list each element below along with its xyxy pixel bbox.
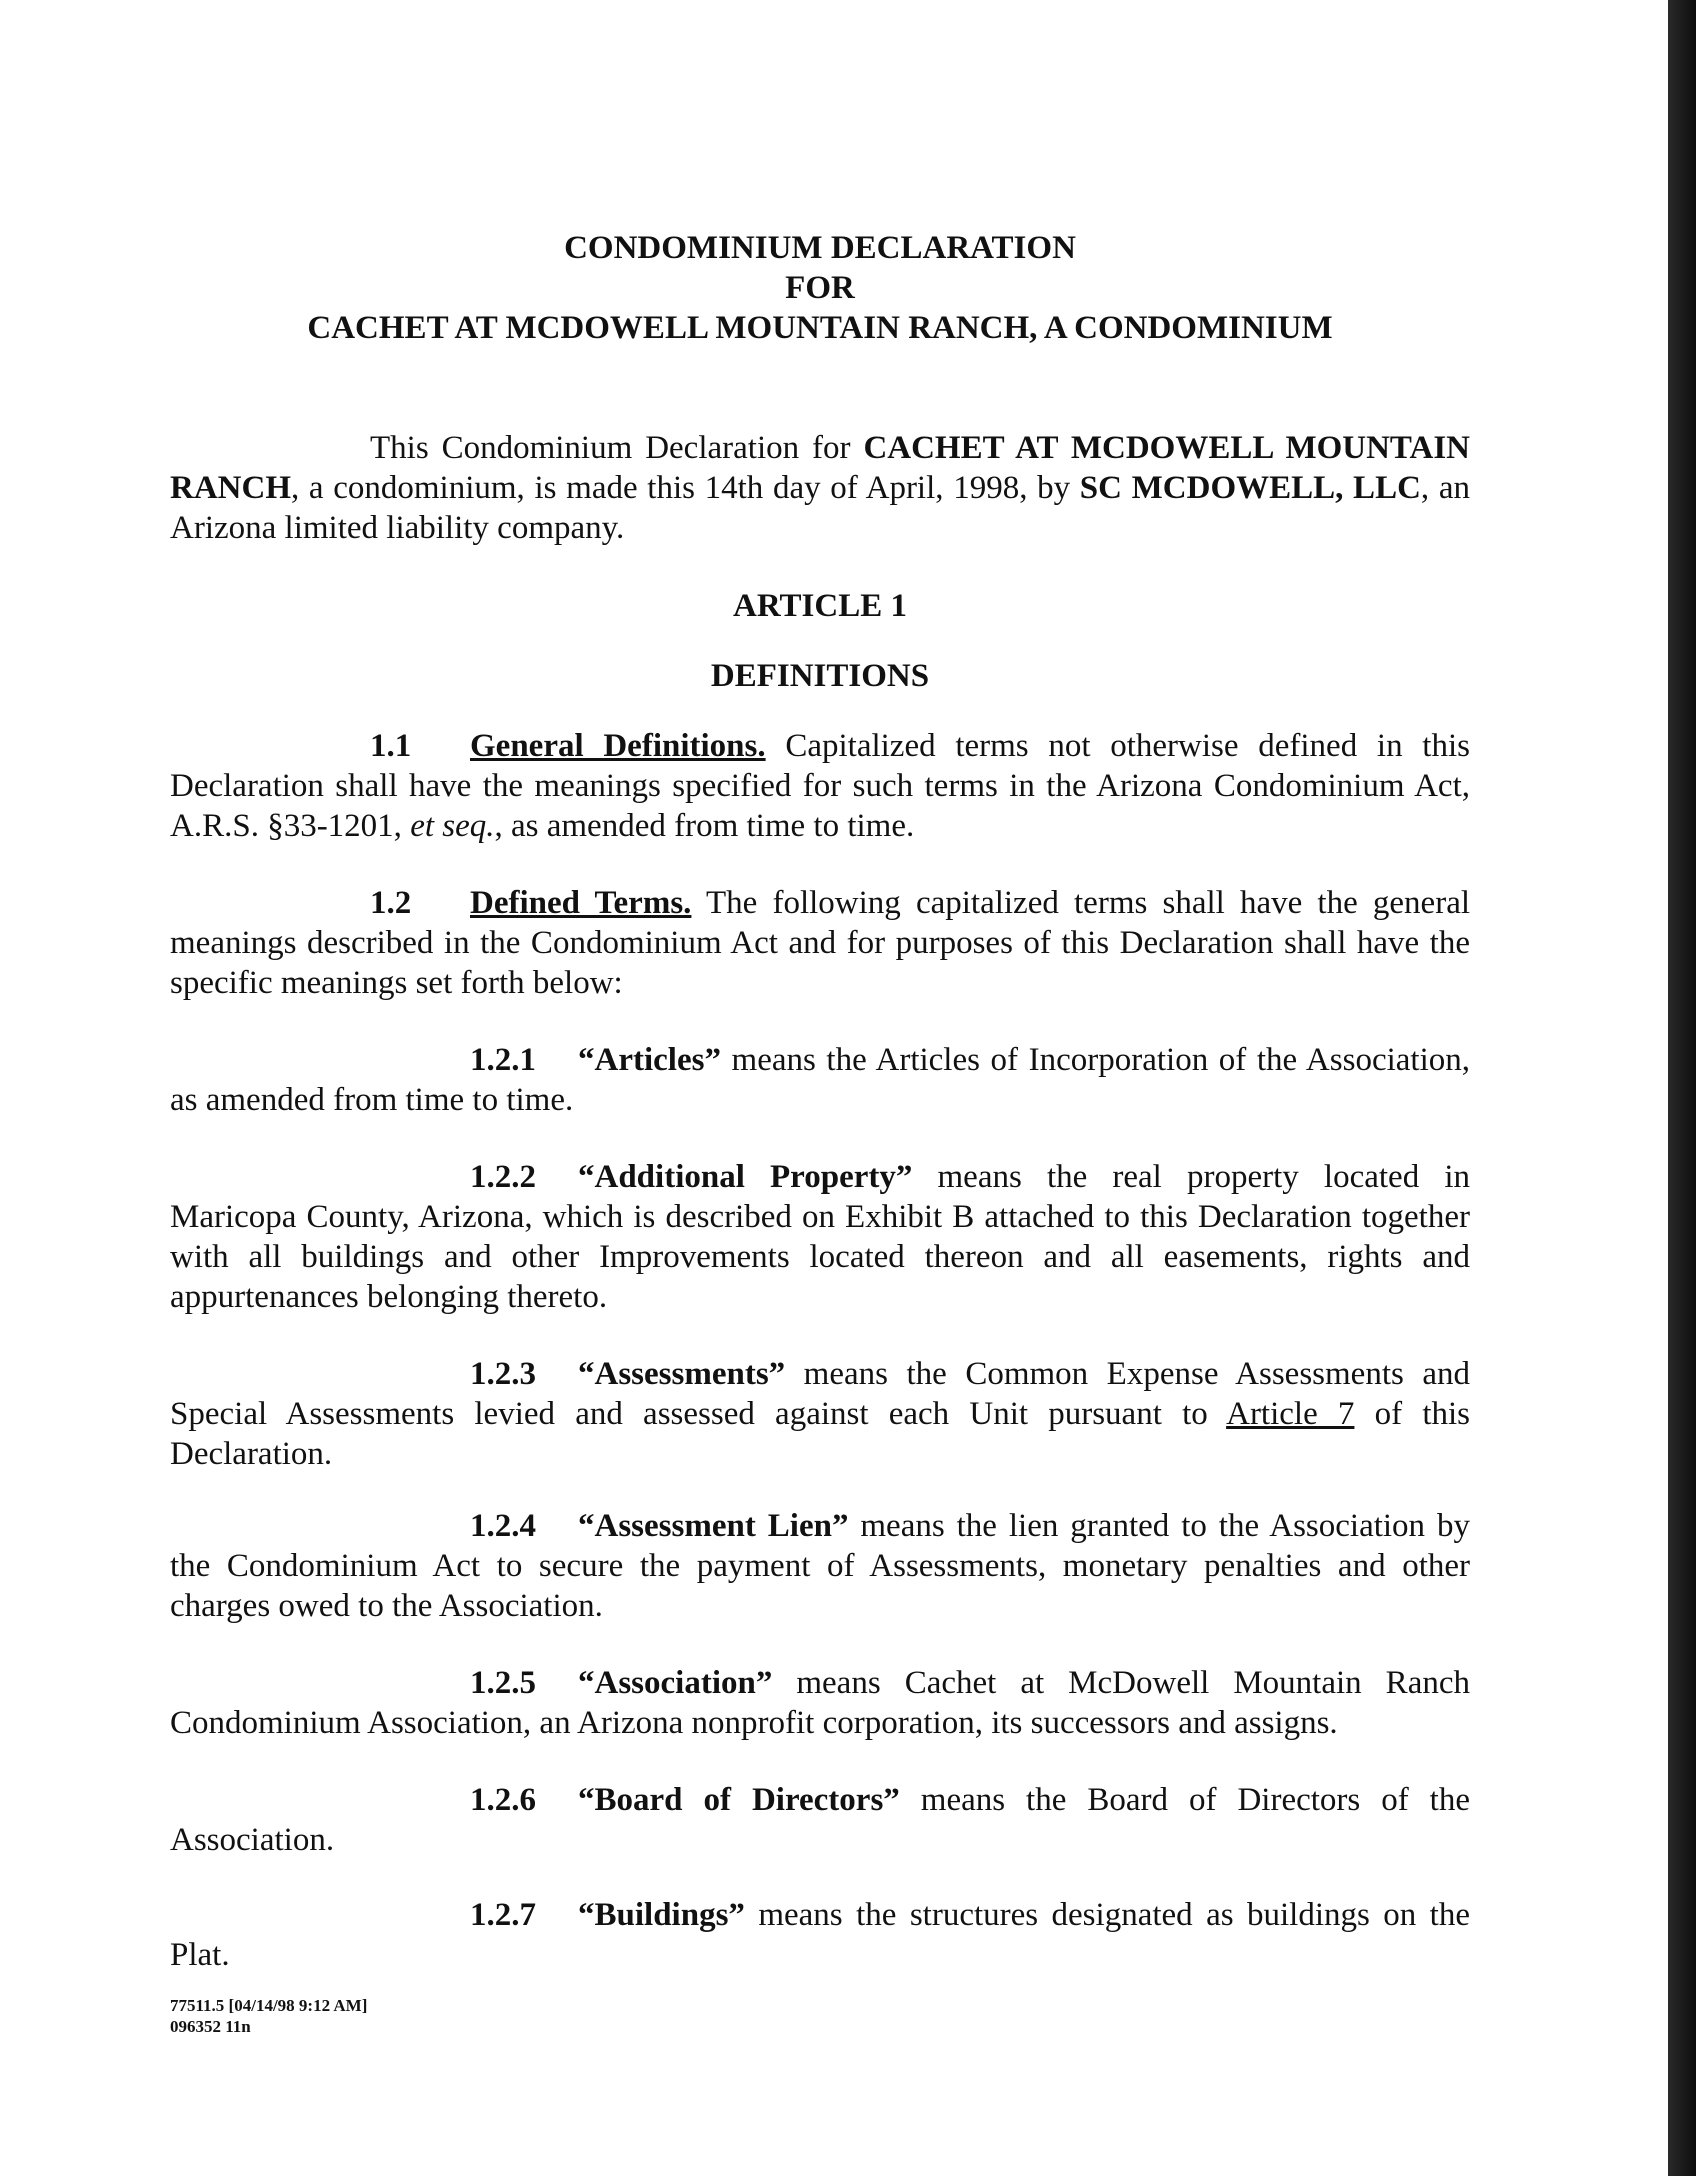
section-text: The following capitalized terms shall have the general meanings described in the Condominium Act and for purposes of this Declaration shall have the specific meanings set forth below: [170,885,1471,1001]
definition-1-2-6 [170,1780,1470,1820]
article-number: ARTICLE 1 [733,588,907,624]
section-1-1 [170,726,1470,846]
definition-1-2-4 [170,1506,1470,1626]
intro-text-1: This Condominium Declaration for [370,430,864,466]
definition-text: means the Common Expense Assessments and Special Assessments levied and assessed against each Unit pursuant to [170,1356,1470,1432]
title-line-3: CACHET AT MCDOWELL MOUNTAIN RANCH, A CONDOMINIUM [307,310,1333,346]
definition-1-2-3 [170,1354,1470,1474]
definition-term: “Association” [578,1665,773,1701]
section-heading: General Definitions. [470,728,766,764]
footer-doc-id: 77511.5 [04/14/98 9:12 AM] [170,1996,368,2015]
definition-text: means Cachet at McDowell Mountain Ranch Condominium Association, an Arizona nonprofit corporation, its successors and assigns. [170,1665,1470,1741]
footer-file-code: 096352 11n [170,2017,251,2036]
intro-text-3: , an Arizona limited liability company. [170,470,1470,546]
definition-1-2-5 [170,1663,1470,1743]
intro-project-name: CACHET AT MCDOWELL MOUNTAIN RANCH [170,430,1470,506]
definition-term: “Assessment Lien” [578,1508,849,1544]
definition-text: means the lien granted to the Association by the Condominium Act to secure the payment of Assessments, monetary penalties and other charges owed to the Association. [170,1508,1470,1624]
scan-edge-shadow [1668,0,1696,2176]
section-number: 1.2 [370,885,412,921]
section-italic-text: et seq. [410,808,495,844]
definition-term: “Articles” [578,1042,721,1078]
definition-number: 1.2.1 [470,1042,536,1078]
definition-text: means the structures designated as buildings on the [744,1897,1470,1933]
article-name: DEFINITIONS [710,658,930,694]
section-text: Capitalized terms not otherwise defined in this Declaration shall have the meanings specified for such terms in the Arizona Condominium Act, A.R.S. §33-1201, [170,728,1470,844]
definition-number: 1.2.3 [470,1356,536,1392]
definition-text: means the Articles of Incorporation of the Association, as amended from time to time. [170,1042,1470,1118]
definition-text: means the real property located in Maricopa County, Arizona, which is described on Exhibit B attached to this Declaration together with all buildings and other Improvements located thereon and all easements, rights and appurtenances belonging thereto. [170,1159,1471,1315]
document-footer [170,1995,367,2037]
document-title [170,228,1470,348]
section-number: 1.1 [370,728,412,764]
article-7-link[interactable]: Article 7 [1226,1396,1355,1432]
document-body [170,228,1470,1975]
definition-1-2-7-continuation: Plat. [170,1937,230,1973]
definition-text-2: of this Declaration. [170,1396,1470,1472]
definition-term: “Buildings” [578,1897,745,1933]
definition-number: 1.2.2 [470,1159,536,1195]
definition-number: 1.2.4 [470,1508,536,1544]
section-text-2: , as amended from time to time. [494,808,915,844]
section-1-2 [170,883,1470,1003]
definition-text: means the Board of Directors of the [899,1782,1470,1818]
definition-number: 1.2.5 [470,1665,536,1701]
definition-number: 1.2.7 [470,1897,536,1933]
definition-1-2-6-continuation: Association. [170,1822,335,1858]
intro-paragraph [170,428,1470,548]
definition-1-2-1 [170,1040,1470,1120]
definition-term: “Board of Directors” [578,1782,900,1818]
definition-1-2-7 [170,1895,1470,1935]
title-line-1: CONDOMINIUM DECLARATION [564,230,1076,266]
definition-term: “Additional Property” [578,1159,913,1195]
intro-text-2: , a condominium, is made this 14th day of April, 1998, by [291,470,1080,506]
section-heading: Defined Terms. [470,885,692,921]
definition-term: “Assessments” [578,1356,786,1392]
intro-declarant-name: SC MCDOWELL, LLC [1079,470,1421,506]
definition-number: 1.2.6 [470,1782,536,1818]
title-line-2: FOR [785,270,855,306]
definition-1-2-2 [170,1157,1470,1317]
